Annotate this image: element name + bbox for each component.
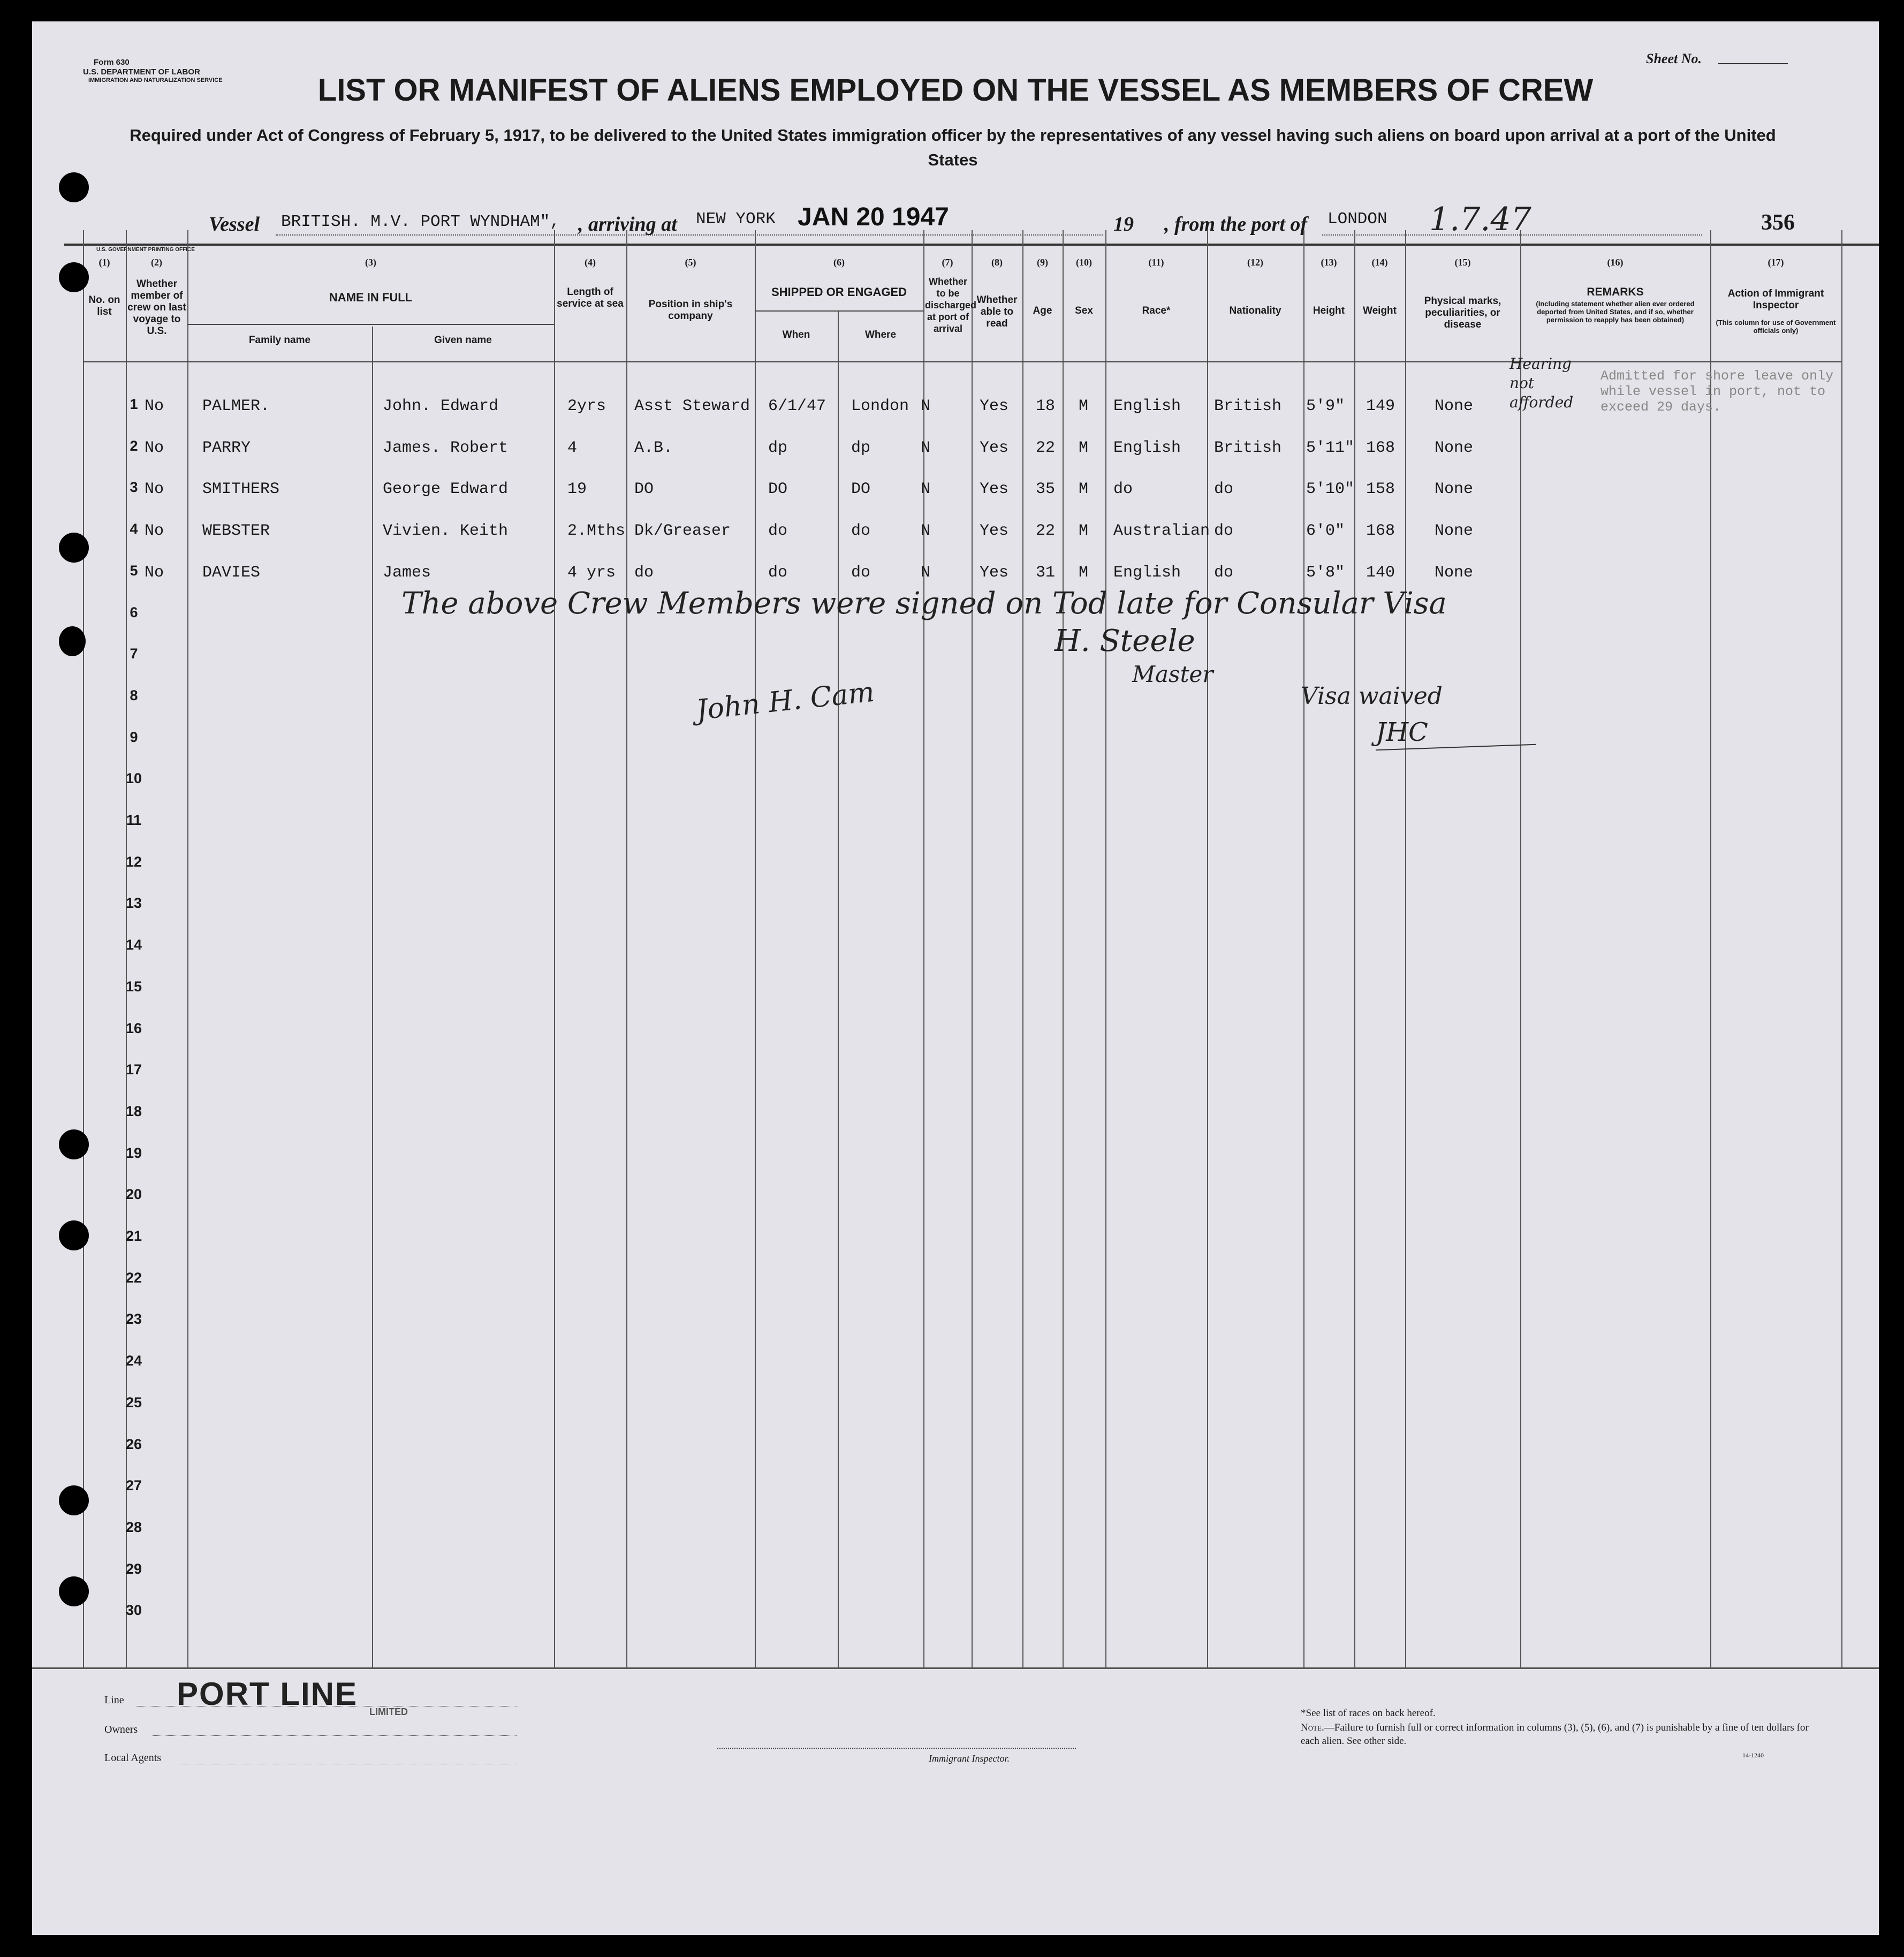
cell-last-voyage: No [145, 438, 164, 457]
col-header-no: No. on list [88, 294, 120, 317]
cell-nationality: do [1214, 522, 1234, 541]
row-number: 12 [125, 853, 142, 870]
cell-weight: 158 [1366, 480, 1395, 499]
col-header-remarks: REMARKS [1587, 286, 1644, 298]
row-number: 7 [130, 646, 138, 662]
row-number: 19 [125, 1144, 142, 1161]
arriving-underline [701, 234, 1103, 236]
cell-service: 2.Mths [567, 522, 626, 541]
from-underline [1322, 234, 1702, 236]
cell-nationality: do [1214, 563, 1234, 582]
cell-discharged: N [921, 397, 931, 415]
cell-position: do [634, 563, 654, 582]
race-footnote: *See list of races on back hereof. [1301, 1708, 1436, 1719]
col-line [838, 310, 839, 1667]
cell-sex: M [1079, 480, 1089, 499]
col-header-name: NAME IN FULL [329, 291, 413, 304]
cell-marks: None [1435, 438, 1474, 457]
year-label: 19 [1113, 213, 1134, 236]
owners-label: Owners [104, 1724, 138, 1735]
row-number: 1 [130, 396, 138, 412]
note-text: —Failure to furnish full or correct information in columns (3), (5), (6), and (7) is punishable by a fine of ten dollars for each alien. See other side. [1301, 1722, 1809, 1747]
col-num: (6) [833, 257, 845, 268]
punch-hole [59, 1220, 89, 1250]
row-number: 28 [125, 1519, 142, 1535]
port-line-stamp: PORT LINE [177, 1676, 358, 1712]
col-num: (17) [1768, 257, 1784, 268]
col-header-discharged: Whether to be discharged at port of arrival [925, 276, 977, 334]
row-number: 9 [130, 729, 138, 745]
shore-leave-stamp: Admitted for shore leave only while vessel in port, not to exceed 29 days. [1600, 368, 1834, 415]
row-number: 14 [125, 937, 142, 953]
cell-last-voyage: No [145, 480, 164, 499]
cell-where: do [851, 563, 871, 582]
cell-last-voyage: No [145, 397, 164, 415]
punch-hole [59, 1129, 89, 1159]
arrival-port: NEW YORK [696, 210, 776, 229]
row-number: 21 [125, 1228, 142, 1244]
cell-height: 5'9" [1306, 397, 1345, 415]
row-number: 25 [125, 1394, 142, 1410]
col-header-race: Race* [1142, 305, 1171, 316]
cell-sex: M [1079, 438, 1089, 457]
row-number: 16 [125, 1020, 142, 1036]
sheet-number-label: Sheet No. [1646, 51, 1702, 66]
master-label: Master [1132, 661, 1213, 687]
col-line [83, 230, 84, 1667]
cell-height: 5'11" [1306, 438, 1355, 457]
vessel-name: BRITISH. M.V. PORT WYNDHAM", [281, 213, 560, 231]
cell-marks: None [1435, 480, 1474, 499]
cell-sex: M [1079, 397, 1089, 415]
row-number: 18 [125, 1103, 142, 1119]
col-num: (5) [685, 257, 696, 268]
cell-height: 6'0" [1306, 522, 1345, 541]
line-label: Line [104, 1694, 124, 1706]
cell-when: DO [768, 480, 788, 499]
col-num: (1) [98, 257, 110, 268]
col-header-last-voyage: Whether member of crew on last voyage to U.S. [127, 278, 186, 337]
col-header-family: Family name [248, 335, 311, 346]
col-line [1207, 230, 1208, 1667]
col-header-marks: Physical marks, peculiarities, or disease [1424, 295, 1501, 330]
cell-family-name: WEBSTER [202, 522, 270, 541]
row-number: 17 [125, 1061, 142, 1078]
col-header-inspector-note: (This column for use of Government officials only) [1716, 318, 1836, 335]
cell-weight: 149 [1366, 397, 1395, 415]
cell-service: 19 [567, 480, 587, 499]
cell-given-name: James [383, 563, 431, 582]
col-line [1063, 230, 1064, 1667]
cell-where: dp [851, 438, 871, 457]
col-num: (11) [1148, 257, 1164, 268]
cell-marks: None [1435, 522, 1474, 541]
cell-last-voyage: No [145, 563, 164, 582]
row-number: 20 [125, 1186, 142, 1203]
cell-nationality: British [1214, 438, 1282, 457]
cell-nationality: do [1214, 480, 1234, 499]
cell-read: Yes [980, 563, 1009, 582]
col-header-position: Position in ship's company [648, 299, 733, 322]
cell-where: London [851, 397, 909, 415]
cell-when: 6/1/47 [768, 397, 826, 415]
punch-hole [59, 626, 86, 656]
row-number: 6 [130, 604, 138, 620]
cell-weight: 140 [1366, 563, 1395, 582]
row-number: 23 [125, 1311, 142, 1328]
row-number: 29 [125, 1560, 142, 1577]
inspector-signature: John H. Cam [694, 676, 876, 727]
col-header-age: Age [1033, 305, 1052, 316]
cell-position: DO [634, 480, 654, 499]
row-number: 11 [126, 812, 142, 828]
cell-position: Dk/Greaser [634, 522, 731, 541]
col-num: (4) [585, 257, 596, 268]
row-number: 10 [125, 770, 142, 787]
row-number: 22 [125, 1269, 142, 1286]
col-num: (3) [365, 257, 376, 268]
from-port-label: , from the port of [1164, 213, 1308, 236]
owners-underline [153, 1735, 517, 1736]
col-line [1520, 230, 1521, 1667]
cell-discharged: N [921, 563, 931, 582]
cell-age: 18 [1036, 397, 1056, 415]
col-line [187, 230, 188, 1667]
col-header-where: Where [864, 329, 897, 340]
col-num: (9) [1037, 257, 1048, 268]
col-num: (2) [151, 257, 162, 268]
col-num: (10) [1076, 257, 1092, 268]
punch-hole [59, 172, 89, 202]
cell-discharged: N [921, 438, 931, 457]
cell-given-name: Vivien. Keith [383, 522, 509, 541]
cell-read: Yes [980, 480, 1009, 499]
col-num: (7) [942, 257, 953, 268]
cell-family-name: PARRY [202, 438, 251, 457]
page-number: 356 [1761, 210, 1795, 235]
col-line [755, 230, 756, 1667]
cell-given-name: John. Edward [383, 397, 499, 415]
cell-read: Yes [980, 397, 1009, 415]
row-number: 15 [125, 978, 142, 995]
cell-read: Yes [980, 522, 1009, 541]
cell-when: do [768, 522, 788, 541]
col-header-height: Height [1313, 305, 1345, 316]
cell-marks: None [1435, 397, 1474, 415]
row-number: 4 [130, 521, 138, 537]
local-agents-label: Local Agents [104, 1752, 162, 1764]
col-header-given: Given name [434, 335, 492, 346]
cell-service: 4 yrs [567, 563, 616, 582]
col-header-sex: Sex [1075, 305, 1093, 316]
cell-when: do [768, 563, 788, 582]
cell-age: 22 [1036, 438, 1056, 457]
cell-service: 2yrs [567, 397, 606, 415]
footer-rule [32, 1667, 1879, 1669]
col-header-shipped: SHIPPED OR ENGAGED [771, 285, 907, 299]
printing-code: 14-1240 [1742, 1751, 1764, 1759]
col-line [554, 230, 555, 1667]
manifest-sheet [32, 21, 1879, 1935]
col-line [1405, 230, 1406, 1667]
col-line [972, 230, 973, 1667]
row-number: 8 [130, 687, 138, 703]
cell-family-name: PALMER. [202, 397, 270, 415]
port-line-stamp-sub: LIMITED [369, 1706, 408, 1717]
col-num: (8) [991, 257, 1003, 268]
cell-age: 31 [1036, 563, 1056, 582]
page-title: LIST OR MANIFEST OF ALIENS EMPLOYED ON THE VESSEL AS MEMBERS OF CREW [317, 73, 1594, 108]
department-label: U.S. DEPARTMENT OF LABOR [83, 67, 200, 77]
vessel-label: Vessel [209, 213, 260, 236]
cell-marks: None [1435, 563, 1474, 582]
name-header-rule [187, 324, 554, 325]
cell-height: 5'10" [1306, 480, 1355, 499]
handwritten-statement: The above Crew Members were signed on Tod late for Consular Visa [401, 586, 1447, 621]
cell-given-name: James. Robert [383, 438, 509, 457]
cell-race: Australian [1113, 522, 1210, 541]
cell-race: English [1113, 438, 1181, 457]
punch-hole [59, 1485, 89, 1515]
col-header-when: When [782, 329, 810, 340]
col-num: (15) [1454, 257, 1471, 268]
col-num: (12) [1247, 257, 1263, 268]
cell-position: Asst Steward [634, 397, 750, 415]
col-line [1303, 230, 1304, 1667]
cell-where: DO [851, 480, 871, 499]
note-label: Note. [1301, 1722, 1324, 1733]
col-header-weight: Weight [1363, 305, 1397, 316]
col-line [626, 230, 627, 1667]
cell-age: 35 [1036, 480, 1056, 499]
cell-age: 22 [1036, 522, 1056, 541]
shipped-header-rule [755, 310, 923, 312]
col-line [372, 327, 373, 1667]
cell-family-name: SMITHERS [202, 480, 280, 499]
row-number: 5 [130, 562, 138, 579]
row-number: 24 [125, 1353, 142, 1369]
departure-date: 1.7.47 [1429, 201, 1531, 238]
cell-position: A.B. [634, 438, 673, 457]
immigrant-inspector-label: Immigrant Inspector. [929, 1753, 1010, 1764]
inspector-underline [717, 1748, 1076, 1749]
cell-height: 5'8" [1306, 563, 1345, 582]
col-header-read: Whether able to read [976, 294, 1018, 329]
cell-discharged: N [921, 480, 931, 499]
punch-hole [59, 262, 89, 292]
cell-race: English [1113, 563, 1181, 582]
from-port: LONDON [1328, 210, 1387, 229]
master-signature: H. Steele [1055, 624, 1195, 658]
cell-sex: M [1079, 522, 1089, 541]
arrival-date-stamp: JAN 20 1947 [798, 203, 949, 231]
sheet-number-line [1718, 63, 1788, 64]
cell-nationality: British [1214, 397, 1282, 415]
cell-race: English [1113, 397, 1181, 415]
col-line [1022, 230, 1023, 1667]
row-number: 13 [125, 895, 142, 912]
col-header-nationality: Nationality [1229, 305, 1281, 316]
punch-hole [59, 533, 89, 563]
col-header-remarks-note: (Including statement whether alien ever ordered deported from United States, and if so, whether permission to reapply has been obtained) [1536, 300, 1695, 324]
cell-service: 4 [567, 438, 578, 457]
col-line [1354, 230, 1355, 1667]
col-line [1710, 230, 1711, 1667]
row-number: 26 [125, 1436, 142, 1452]
penalty-note [1301, 1721, 1809, 1748]
page-subtitle: Required under Act of Congress of February 5, 1917, to be delivered to the United States immigration officer by the representatives of any vessel having such aliens on board upon arrival at a port of the United States [130, 126, 1776, 169]
row-number: 3 [130, 479, 138, 496]
cell-race: do [1113, 480, 1133, 499]
row-number: 30 [125, 1602, 142, 1619]
arriving-label: , arriving at [578, 213, 677, 236]
printing-office: U.S. GOVERNMENT PRINTING OFFICE [96, 247, 195, 253]
col-header-service: Length of service at sea [557, 286, 624, 309]
col-num: (13) [1321, 257, 1337, 268]
col-header-inspector: Action of Immigrant Inspector [1727, 288, 1824, 311]
cell-discharged: N [921, 522, 931, 541]
cell-sex: M [1079, 563, 1089, 582]
col-num: (16) [1607, 257, 1624, 268]
remarks-handwritten-note: Hearing not afforded [1509, 355, 1574, 411]
punch-hole [59, 1576, 89, 1606]
form-number: Form 630 [94, 58, 130, 67]
cell-family-name: DAVIES [202, 563, 261, 582]
cell-weight: 168 [1366, 522, 1395, 541]
col-num: (14) [1371, 257, 1388, 268]
cell-read: Yes [980, 438, 1009, 457]
row-number: 27 [125, 1477, 142, 1494]
row-number: 2 [130, 437, 138, 454]
inspector-initials: JHC [1376, 717, 1428, 747]
col-line [1105, 230, 1106, 1667]
service-label: IMMIGRATION AND NATURALIZATION SERVICE [88, 77, 223, 84]
cell-given-name: George Edward [383, 480, 509, 499]
visa-waived-note: Visa waived [1301, 682, 1443, 710]
cell-weight: 168 [1366, 438, 1395, 457]
cell-last-voyage: No [145, 522, 164, 541]
cell-when: dp [768, 438, 788, 457]
col-line [1841, 230, 1842, 1667]
cell-where: do [851, 522, 871, 541]
